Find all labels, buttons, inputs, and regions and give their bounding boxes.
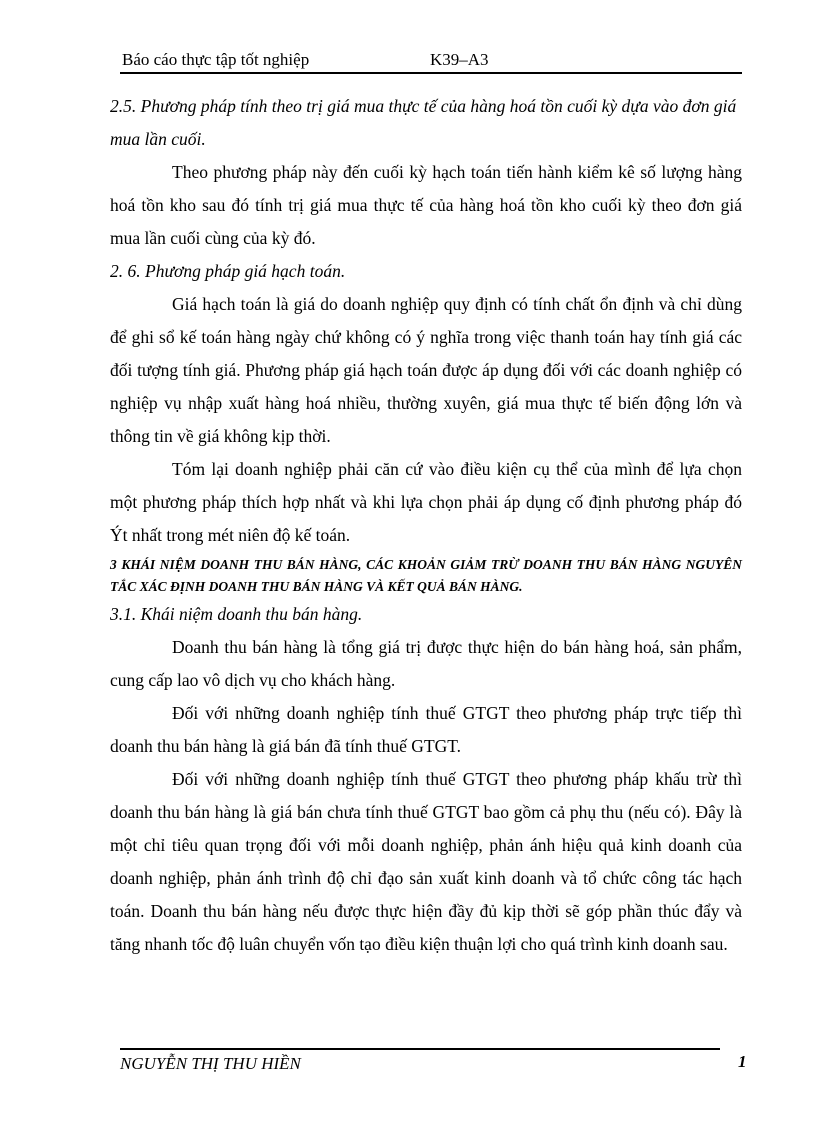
page-header <box>120 50 742 74</box>
body-content <box>110 90 742 961</box>
page-number: 1 <box>738 1052 747 1071</box>
author-name: NGUYỄN THỊ THU HIỀN <box>120 1054 301 1073</box>
report-title: Báo cáo thực tập tốt nghiệp <box>122 50 310 69</box>
paragraph: Tóm lại doanh nghiệp phải căn cứ vào điều kiện cụ thể của mình để lựa chọn một phương pháp thích hợp nhất và khi lựa chọn phải áp dụng cố định phương pháp đó Ýt nhất trong mét niên độ kế toán. <box>110 459 742 545</box>
paragraph: Đối với những doanh nghiệp tính thuế GTGT theo phương pháp trực tiếp thì doanh thu bán hàng là giá bán đã tính thuế GTGT. <box>110 703 742 756</box>
heading-2-5: 2.5. Phương pháp tính theo trị giá mua thực tế của hàng hoá tồn cuối kỳ dựa vào đơn giá mua lần cuối. <box>110 96 737 149</box>
heading-2-6: 2. 6. Phương pháp giá hạch toán. <box>110 261 346 281</box>
class-code: K39–A3 <box>430 50 489 69</box>
heading-3-1: 3.1. Khái niệm doanh thu bán hàng. <box>110 604 363 624</box>
paragraph: Đối với những doanh nghiệp tính thuế GTGT theo phương pháp khấu trừ thì doanh thu bán hàng là giá bán chưa tính thuế GTGT bao gồm cả phụ thu (nếu có). Đây là một chỉ tiêu quan trọng đối với mỗi doanh nghiệp, phản ánh hiệu quả kinh doanh của doanh nghiệp, phản ánh trình độ chỉ đạo sản xuất kinh doanh và tổ chức công tác hạch toán. Doanh thu bán hàng nếu được thực hiện đầy đủ kịp thời sẽ góp phần thúc đẩy và tăng nhanh tốc độ luân chuyển vốn tạo điều kiện thuận lợi cho quá trình kinh doanh sau. <box>110 769 742 954</box>
section-3-heading: 3 KHÁI NIỆM DOANH THU BÁN HÀNG, CÁC KHOẢN GIẢM TRỪ DOANH THU BÁN HÀNG NGUYÊN TẮC XÁC ĐỊNH DOANH THU BÁN HÀNG VÀ KẾT QUẢ BÁN HÀNG. <box>110 557 742 594</box>
paragraph: Giá hạch toán là giá do doanh nghiệp quy định có tính chất ổn định và chỉ dùng để ghi sổ kế toán hàng ngày chứ không có ý nghĩa trong việc thanh toán hay tính giá các đối tượng tính giá. Phương pháp giá hạch toán được áp dụng đối với các doanh nghiệp có nghiệp vụ nhập xuất hàng hoá nhiều, thường xuyên, giá mua thực tế biến động lớn và thông tin về giá không kịp thời. <box>110 294 742 446</box>
paragraph: Doanh thu bán hàng là tổng giá trị được thực hiện do bán hàng hoá, sản phẩm, cung cấp lao vô dịch vụ cho khách hàng. <box>110 637 742 690</box>
paragraph: Theo phương pháp này đến cuối kỳ hạch toán tiến hành kiểm kê số lượng hàng hoá tồn kho sau đó tính trị giá mua thực tế của hàng hoá tồn kho cuối kỳ theo đơn giá mua lần cuối cùng của kỳ đó. <box>110 162 742 248</box>
page-footer <box>120 1048 720 1078</box>
